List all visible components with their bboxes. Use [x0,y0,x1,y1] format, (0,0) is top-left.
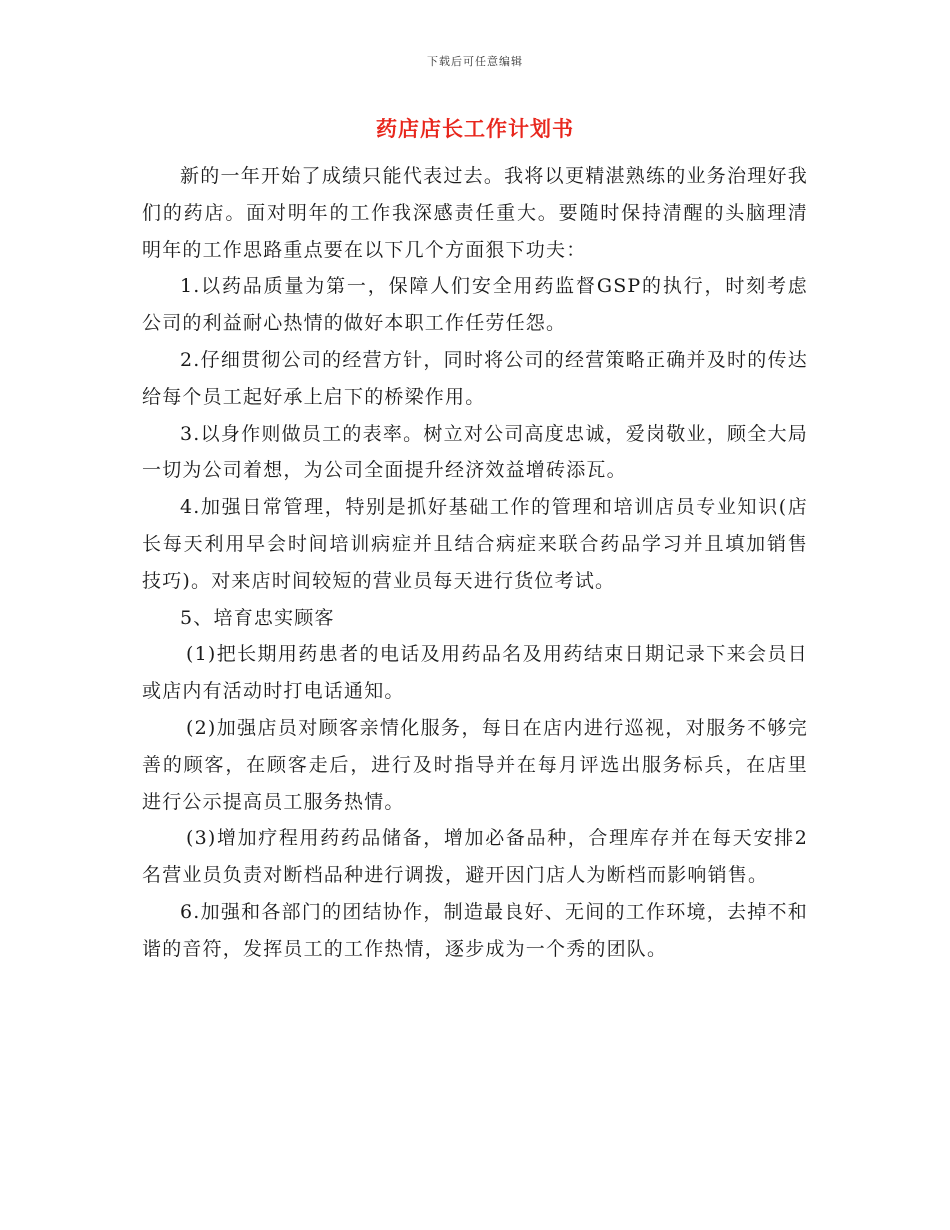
document-body [142,158,808,968]
item-5-heading: 5、培育忠实顾客 [180,606,335,629]
item-6-paragraph: 6.加强和各部门的团结协作，制造最良好、无间的工作环境，去掉不和谐的音符，发挥员工的工作热情，逐步成为一个秀的团队。 [142,900,808,960]
item-2-paragraph: 2.仔细贯彻公司的经营方针，同时将公司的经营策略正确并及时的传达给每个员工起好承上启下的桥梁作用。 [142,348,808,408]
header-note: 下载后可任意编辑 [427,55,523,68]
item-4-paragraph: 4.加强日常管理，特别是抓好基础工作的管理和培训店员专业知识(店长每天利用早会时间培训病症并且结合病症来联合药品学习并且填加销售技巧)。对来店时间较短的营业员每天进行货位考试。 [142,496,808,592]
intro-paragraph: 新的一年开始了成绩只能代表过去。我将以更精湛熟练的业务治理好我们的药店。面对明年的工作我深感责任重大。要随时保持清醒的头脑理清明年的工作思路重点要在以下几个方面狠下功夫： [142,165,808,261]
document-title: 药店店长工作计划书 [376,116,574,141]
item-5-sub-2-paragraph: (2)加强店员对顾客亲情化服务，每日在店内进行巡视，对服务不够完善的顾客，在顾客走后，进行及时指导并在每月评选出服务标兵，在店里进行公示提高员工服务热情。 [142,716,808,813]
item-1-paragraph: 1.以药品质量为第一，保障人们安全用药监督GSP的执行，时刻考虑公司的利益耐心热情的做好本职工作任劳任怨。 [142,275,808,335]
item-5-sub-3-paragraph: (3)增加疗程用药药品储备，增加必备品种，合理库存并在每天安排2名营业员负责对断档品种进行调拨，避开因门店人为断档而影响销售。 [142,827,808,887]
item-5-sub-1-paragraph: (1)把长期用药患者的电话及用药品名及用药结束日期记录下来会员日或店内有活动时打电话通知。 [142,643,808,703]
item-3-paragraph: 3.以身作则做员工的表率。树立对公司高度忠诚，爱岗敬业，顾全大局一切为公司着想，为公司全面提升经济效益增砖添瓦。 [142,422,808,482]
